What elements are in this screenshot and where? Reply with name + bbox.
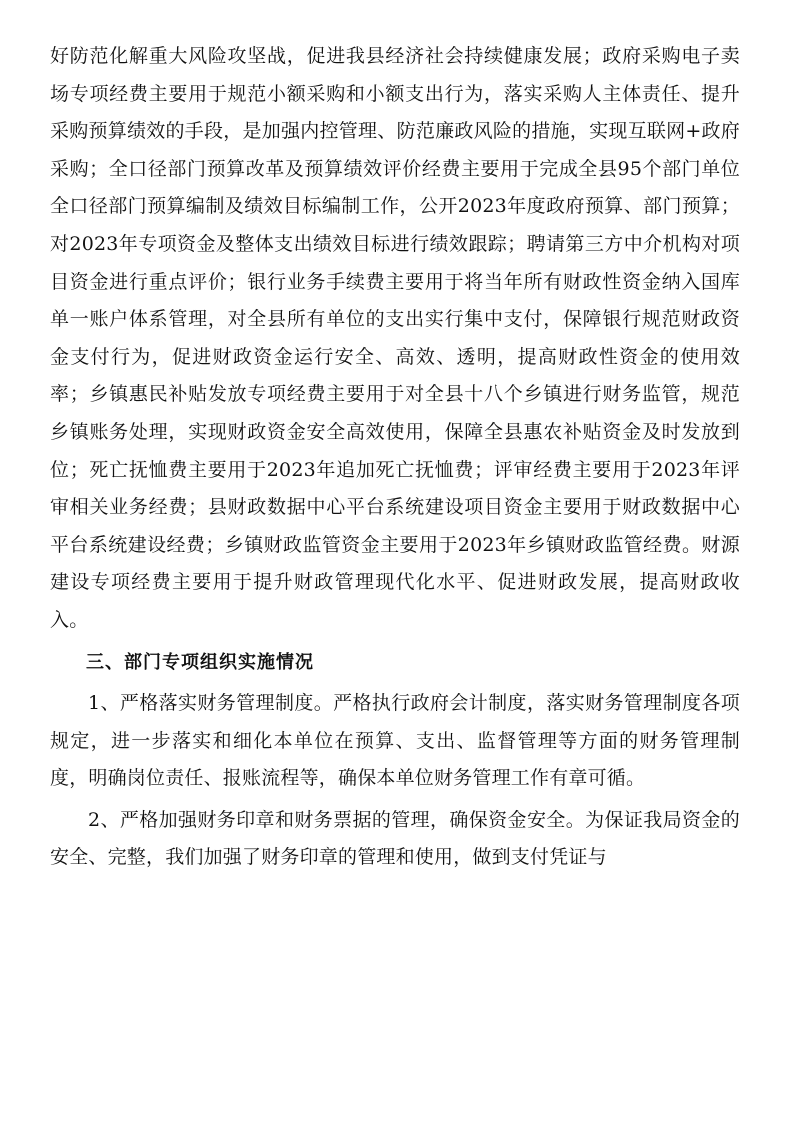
paragraph-continuation: 好防范化解重大风险攻坚战，促进我县经济社会持续健康发展；政府采购电子卖场专项经费主要用于规范小额采购和小额支出行为，落实采购人主体责任、提升采购预算绩效的手段，是加强内控管理、防范廉政风险的措施，实现互联网+政府采购；全口径部门预算改革及预算绩效评价经费主要用于完成全县95个部门单位全口径部门预算编制及绩效目标编制工作，公开2023年度政府预算、部门预算；对2023年专项资金及整体支出绩效目标进行绩效跟踪；聘请第三方中介机构对项目资金进行重点评价；银行业务手续费主要用于将当年所有财政性资金纳入国库单一账户体系管理，对全县所有单位的支出实行集中支付，保障银行规范财政资金支付行为，促进财政资金运行安全、高效、透明，提高财政性资金的使用效率；乡镇惠民补贴发放专项经费主要用于对全县十八个乡镇进行财务监管，规范乡镇账务处理，实现财政资金安全高效使用，保障全县惠农补贴资金及时发放到位；死亡抚恤费主要用于2023年追加死亡抚恤费；评审经费主要用于2023年评审相关业务经费；县财政数据中心平台系统建设项目资金主要用于财政数据中心平台系统建设经费；乡镇财政监管资金主要用于2023年乡镇财政监管经费。财源建设专项经费主要用于提升财政管理现代化水平、促进财政发展，提高财政收入。 [50, 45, 740, 631]
paragraph-item-2: 2、严格加强财务印章和财务票据的管理，确保资金安全。为保证我局资金的安全、完整，我们加强了财务印章的管理和使用，做到支付凭证与 [50, 808, 740, 869]
document-body [50, 38, 740, 877]
section-heading: 三、部门专项组织实施情况 [86, 651, 314, 673]
paragraph-item-1: 1、严格落实财务管理制度。严格执行政府会计制度，落实财务管理制度各项规定，进一步落实和细化本单位在预算、支出、监督管理等方面的财务管理制度，明确岗位责任、报账流程等，确保本单位财务管理工作有章可循。 [50, 692, 740, 790]
